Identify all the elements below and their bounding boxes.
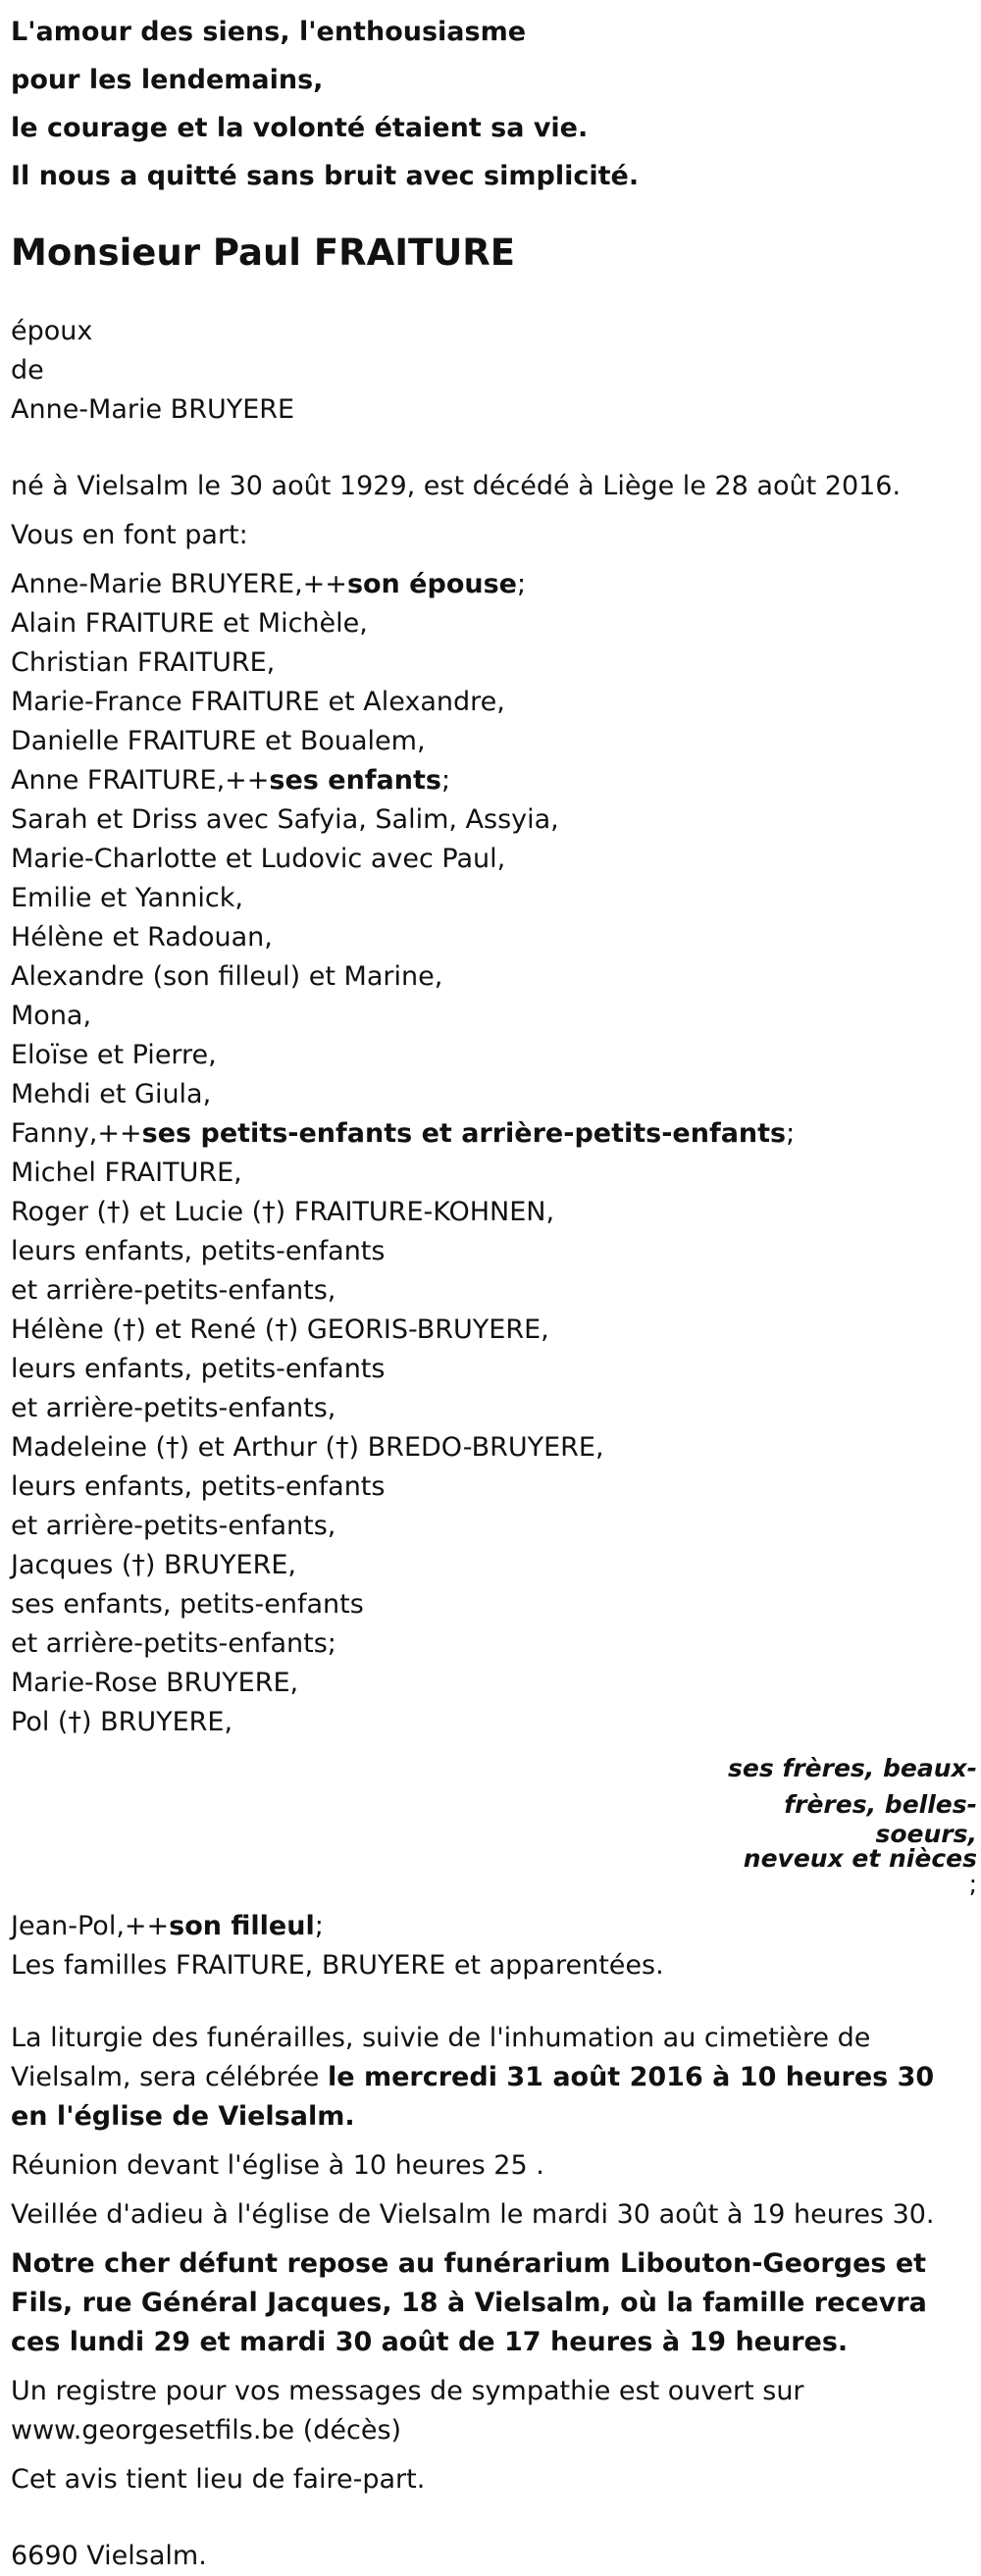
poem-line-2: pour les lendemains, [11, 65, 324, 95]
family-line: Marie-Rose BRUYERE, [11, 1668, 299, 1698]
family-line: Danielle FRAITURE et Boualem, [11, 726, 426, 756]
family-line: Emilie et Yannick, [11, 883, 243, 913]
family-line: Hélène et Radouan, [11, 922, 273, 953]
family-line: leurs enfants, petits-enfants [11, 1354, 386, 1384]
siblings-label-punct: ; [968, 1870, 977, 1898]
family-line: Roger (†) et Lucie (†) FRAITURE-KOHNEN, [11, 1197, 555, 1227]
family-line: et arrière-petits-enfants, [11, 1393, 336, 1423]
family-list [11, 565, 977, 1742]
spouse-line-2: de [11, 355, 44, 386]
family-line: Hélène (†) et René (†) GEORIS-BRUYERE, [11, 1314, 549, 1345]
family-line: Mona, [11, 1001, 92, 1031]
after-block [11, 1907, 977, 1985]
family-line: Alain FRAITURE et Michèle, [11, 608, 368, 639]
funeral-info [11, 2019, 977, 2499]
siblings-label-line: soeurs, [875, 1820, 977, 1848]
family-line: et arrière-petits-enfants, [11, 1275, 336, 1306]
family-line: Marie-Charlotte et Ludovic avec Paul, [11, 844, 506, 874]
family-line: Sarah et Driss avec Safyia, Salim, Assyia, [11, 804, 559, 835]
poem-line-3: le courage et la volonté étaient sa vie. [11, 113, 589, 143]
family-role: ses enfants [269, 765, 441, 796]
family-role: son épouse [346, 569, 517, 599]
family-line: et arrière-petits-enfants; [11, 1628, 336, 1659]
family-line: Mehdi et Giula, [11, 1079, 212, 1109]
family-line: Eloïse et Pierre, [11, 1040, 217, 1070]
poem-line-1: L'amour des siens, l'enthousiasme [11, 17, 527, 47]
meeting-paragraph: Réunion devant l'église à 10 heures 25 . [11, 2150, 544, 2181]
siblings-label [11, 1750, 977, 1897]
poem [11, 8, 977, 200]
family-line: leurs enfants, petits-enfants [11, 1471, 386, 1502]
family-line [11, 1114, 977, 1154]
family-text: Anne FRAITURE,++ [11, 765, 270, 796]
siblings-label-line: frères, belles- [784, 1790, 977, 1819]
family-line: leurs enfants, petits-enfants [11, 1236, 386, 1266]
family-role: ses petits-enfants et arrière-petits-enfants [141, 1118, 787, 1149]
location: 6690 Vielsalm. [11, 2541, 207, 2571]
family-text: Anne-Marie BRUYERE,++ [11, 569, 347, 599]
family-text: Fanny,++ [11, 1118, 142, 1149]
vigil-paragraph: Veillée d'adieu à l'église de Vielsalm le mardi 30 août à 19 heures 30. [11, 2199, 935, 2230]
family-punct: ; [440, 765, 451, 796]
siblings-label-line [11, 1846, 977, 1897]
liturgy-date: le mercredi 31 août 2016 à 10 heures 30 en l'église de Vielsalm. [11, 2062, 935, 2132]
godson-role: son filleul [169, 1911, 315, 1941]
liturgy-paragraph [11, 2019, 977, 2137]
family-line: ses enfants, petits-enfants [11, 1589, 364, 1620]
family-punct: ; [786, 1118, 796, 1149]
family-line: Marie-France FRAITURE et Alexandre, [11, 687, 505, 717]
family-line: Jacques (†) BRUYERE, [11, 1550, 297, 1580]
family-line: Madeleine (†) et Arthur (†) BREDO-BRUYERE, [11, 1432, 604, 1463]
spouse-line-3: Anne-Marie BRUYERE [11, 394, 295, 425]
family-line: Christian FRAITURE, [11, 647, 276, 678]
family-line: Michel FRAITURE, [11, 1158, 242, 1188]
family-line: Alexandre (son filleul) et Marine, [11, 961, 443, 992]
announce-text: Vous en font part: [11, 520, 248, 550]
godson-punct: ; [314, 1911, 324, 1941]
family-line: et arrière-petits-enfants, [11, 1511, 336, 1541]
siblings-label-line: ses frères, beaux- [728, 1754, 977, 1782]
family-line [11, 565, 977, 604]
family-line [11, 761, 977, 800]
spouse-line-1: époux [11, 316, 93, 346]
liturgy-text: La liturgie des funérailles, suivie de l'inhumation au cimetière de Vielsalm, sera célébrée [11, 2023, 871, 2092]
obituary-page [11, 0, 977, 2576]
spouse-block [11, 312, 977, 430]
birth-death: né à Vielsalm le 30 août 1929, est décédé à Liège le 28 août 2016. [11, 471, 902, 501]
siblings-label-text: neveux et nièces [743, 1844, 977, 1873]
godson-text: Jean-Pol,++ [11, 1911, 170, 1941]
family-punct: ; [516, 569, 527, 599]
rest-paragraph: Notre cher défunt repose au funérarium Libouton-Georges et Fils, rue Général Jacques, 18 à Vielsalm, où la famille recevra ces lundi 29 et mardi 30 août de 17 heures à 19 heures. [11, 2248, 927, 2357]
register-paragraph: Un registre pour vos messages de sympathie est ouvert sur www.georgesetfils.be (décès) [11, 2376, 804, 2446]
notice-paragraph: Cet avis tient lieu de faire-part. [11, 2464, 426, 2495]
deceased-name: Monsieur Paul FRAITURE [11, 232, 516, 274]
families-line: Les familles FRAITURE, BRUYERE et apparentées. [11, 1950, 664, 1981]
family-line: Pol (†) BRUYERE, [11, 1707, 233, 1737]
godson-line [11, 1907, 977, 1946]
poem-line-4: Il nous a quitté sans bruit avec simplicité. [11, 161, 640, 191]
